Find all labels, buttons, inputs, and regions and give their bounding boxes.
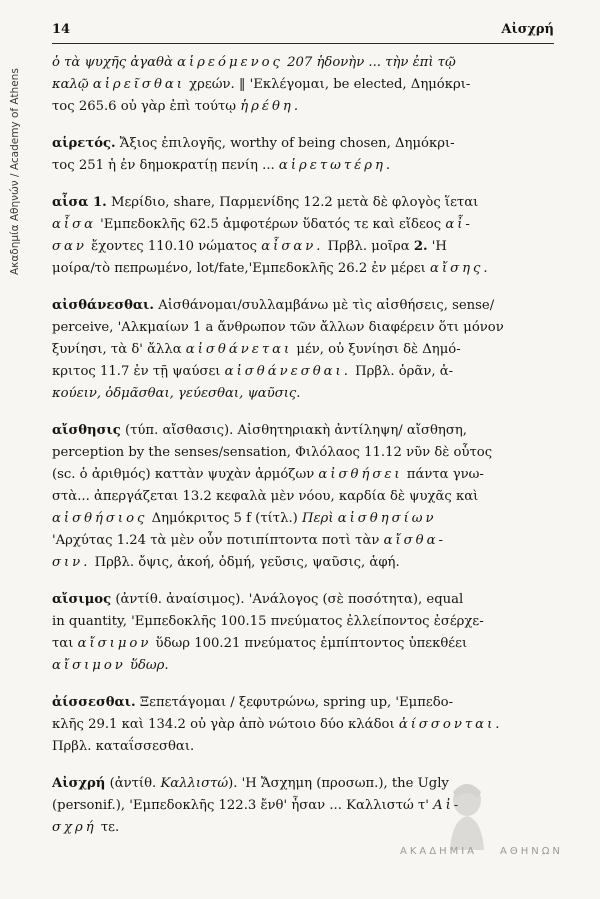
text-line: καλῷ — [52, 77, 93, 92]
text-line: χρεών. ‖ 'Εκλέγομαι, be elected, Δημόκρι- — [184, 77, 471, 92]
academy-seal-watermark — [440, 780, 494, 850]
headword: Αἰσχρή — [52, 776, 106, 791]
citation-text: τε. — [96, 820, 120, 835]
headword: αἴσιμος — [52, 592, 112, 607]
spaced-quote: αἱρετωτέρη. — [278, 158, 394, 173]
spaced-quote: σαν — [52, 239, 87, 254]
definition-text: (ἀντίθ. — [105, 776, 161, 791]
citation-text: ὕδωρ. — [125, 658, 169, 673]
citation-text: (sc. ὁ ἀριθμός) καττὰν ψυχὰν ἁρμόζων — [52, 467, 319, 482]
definition-text: μοίρα/τὸ πεπρωμένο, lot/fate,'Εμπεδοκλῆς 26.2 ἐν μέρει — [52, 261, 431, 276]
citation-text: ξυνίησι, τὰ δ' ἄλλα — [52, 342, 186, 357]
spaced-quote: σχρή — [52, 820, 97, 835]
spaced-quote: αἰσθάνεσθαι. — [224, 364, 351, 379]
citation-text: πάντα γνω- — [402, 467, 484, 482]
cross-reference: κούειν, ὀδμᾶσθαι, γεύεσθαι, ψαῦσις. — [52, 386, 301, 401]
spaced-quote: ἀίσσονται. — [398, 717, 503, 732]
definition-text: Ἄξιος ἐπιλογῆς, worthy of being chosen, Δημόκρι- — [115, 136, 455, 151]
cross-reference: Πρβλ. καταΐσσεσθαι. — [52, 739, 195, 754]
spaced-quote: Αἰ- — [433, 798, 462, 813]
headword: αἰσθάνεσθαι. — [52, 298, 155, 313]
page-header — [52, 22, 554, 44]
spaced-quote: αἶσαν. — [261, 239, 324, 254]
text-line: τος 265.6 οὐ γὰρ ἐπὶ τούτῳ — [52, 99, 241, 114]
definition-text: (τύπ. αἴσθασις). Αἰσθητηριακὴ ἀντίληψη/ αἴσθηση, — [120, 423, 467, 438]
citation-text: Πρβλ. μοῖρα — [323, 239, 414, 254]
spaced-quote: αἶ- — [445, 217, 473, 232]
running-head: Αἰσχρή — [501, 22, 554, 37]
text-line: ὁ τὰ ψυχῆς ἀγαθὰ — [52, 55, 178, 70]
spaced-quote: αἰσθάνεται — [185, 342, 293, 357]
citation-text: perception by the senses/sensation, Φιλόλαος 11.12 νῦν δὲ οὗτος — [52, 445, 493, 460]
spaced-quote: αἱρεῖσθαι — [92, 77, 185, 92]
entry-aisa — [52, 192, 554, 280]
watermark-left-text: ΑΚΑΔΗΜΙΑ — [400, 846, 478, 857]
title-text: Περὶ — [301, 511, 338, 526]
citation-text: Πρβλ. ὁρᾶν, ἀ- — [350, 364, 454, 379]
definition-text: Ξεπετάγομαι / ξεφυτρώνω, spring up, 'Εμπεδο- — [135, 695, 454, 710]
citation-text: 'Αρχύτας 1.24 τὰ μὲν οὖν ποτιπίπτοντα ποτὶ τὰν — [52, 533, 384, 548]
spaced-quote: σιν. — [52, 555, 91, 570]
watermark-right-text: ΑΘΗΝΩΝ — [500, 846, 563, 857]
definition-text: (ἀντίθ. ἀναίσιμος). 'Ανάλογος (σὲ ποσότητα), equal — [111, 592, 464, 607]
definition-text: Αἰσθάνομαι/συλλαμβάνω μὲ τὶς αἰσθήσεις, sense/ — [154, 298, 495, 313]
citation-text: in quantity, 'Εμπεδοκλῆς 100.15 πνεύματος ἐλλείποντος ἐσέρχε- — [52, 614, 484, 629]
spaced-quote: αἴσιμον — [52, 658, 126, 673]
citation-text: 'Εμπεδοκλῆς 62.5 ἀμφοτέρων ὕδατός τε καὶ εἴδεος — [95, 217, 446, 232]
spaced-quote: αἶσα — [52, 217, 96, 232]
title-text: Καλλιστώ — [160, 776, 229, 791]
headword: ἀίσσεσθαι. — [52, 695, 136, 710]
entry-continuation — [52, 52, 554, 118]
text-line: 207 ἡδονὴν ... τὴν ἐπὶ τῷ — [282, 55, 456, 70]
headword: αἱρετός. — [52, 136, 116, 151]
citation-text: κριτος 11.7 ἐν τῇ ψαύσει — [52, 364, 225, 379]
spaced-quote: αἱρεόμενος — [177, 55, 283, 70]
entry-airetos — [52, 133, 554, 177]
headword: αἶσα — [52, 195, 89, 210]
spaced-quote: ἡρέθη. — [240, 99, 302, 114]
dictionary-page — [52, 22, 554, 854]
citation-text: ται — [52, 636, 78, 651]
sense-number: 2. — [413, 239, 428, 254]
headword: αἴσθησις — [52, 423, 121, 438]
entry-aisthesis — [52, 420, 554, 574]
citation-text: ὕδωρ 100.21 πνεύματος ἐμπίπτοντος ὑπεκθέει — [151, 636, 468, 651]
entry-aissesthai — [52, 692, 554, 758]
side-watermark: Ακαδημία Αθηνών / Academy of Athens — [9, 68, 21, 275]
spaced-quote: αἰσθήσει — [318, 467, 403, 482]
definition-text: 'Η — [427, 239, 447, 254]
definition-text: Μερίδιο, share, Παρμενίδης 12.2 μετὰ δὲ φλογὸς ἵεται — [106, 195, 479, 210]
cross-reference: Πρβλ. ὄψις, ἀκοή, ὀδμή, γεῦσις, ψαῦσις, ἁφή. — [90, 555, 400, 570]
spaced-quote: αἴσιμον — [77, 636, 152, 651]
spaced-quote: αἴσθα- — [383, 533, 446, 548]
citation-text: κλῆς 29.1 καὶ 134.2 οὐ γὰρ ἀπὸ νώτοιο δύο κλάδοι — [52, 717, 399, 732]
citation-text: perceive, 'Αλκμαίων 1 a ἄνθρωπον τῶν ἄλλων διαφέρειν ὅτι μόνον — [52, 320, 504, 335]
spaced-quote: αἴσης. — [430, 261, 491, 276]
citation-text: Δημόκριτος 5 f (τίτλ.) — [147, 511, 302, 526]
spaced-quote: αἰσθησίων — [337, 511, 437, 526]
sense-number: 1. — [88, 195, 107, 210]
citation-text: (personif.), 'Εμπεδοκλῆς 122.3 ἔνθ' ἦσαν ... Καλλιστώ τ' — [52, 798, 434, 813]
entry-aisthanesthai — [52, 295, 554, 405]
definition-text: ). 'Η Ἄσχημη (προσωπ.), the Ugly — [228, 776, 449, 791]
entry-aisimos — [52, 589, 554, 677]
page-number: 14 — [52, 22, 71, 37]
citation-text: μέν, οὐ ξυνίησι δὲ Δημό- — [292, 342, 461, 357]
citation-text: στὰ... ἀπεργάζεται 13.2 κεφαλὰ μὲν νόου, καρδία δὲ ψυχᾶς καὶ — [52, 489, 479, 504]
citation-text: ἔχοντες 110.10 νώματος — [86, 239, 262, 254]
citation-text: τος 251 ἡ ἐν δημοκρατίῃ πενίη ... — [52, 158, 279, 173]
spaced-quote: αἰσθήσιος — [52, 511, 148, 526]
